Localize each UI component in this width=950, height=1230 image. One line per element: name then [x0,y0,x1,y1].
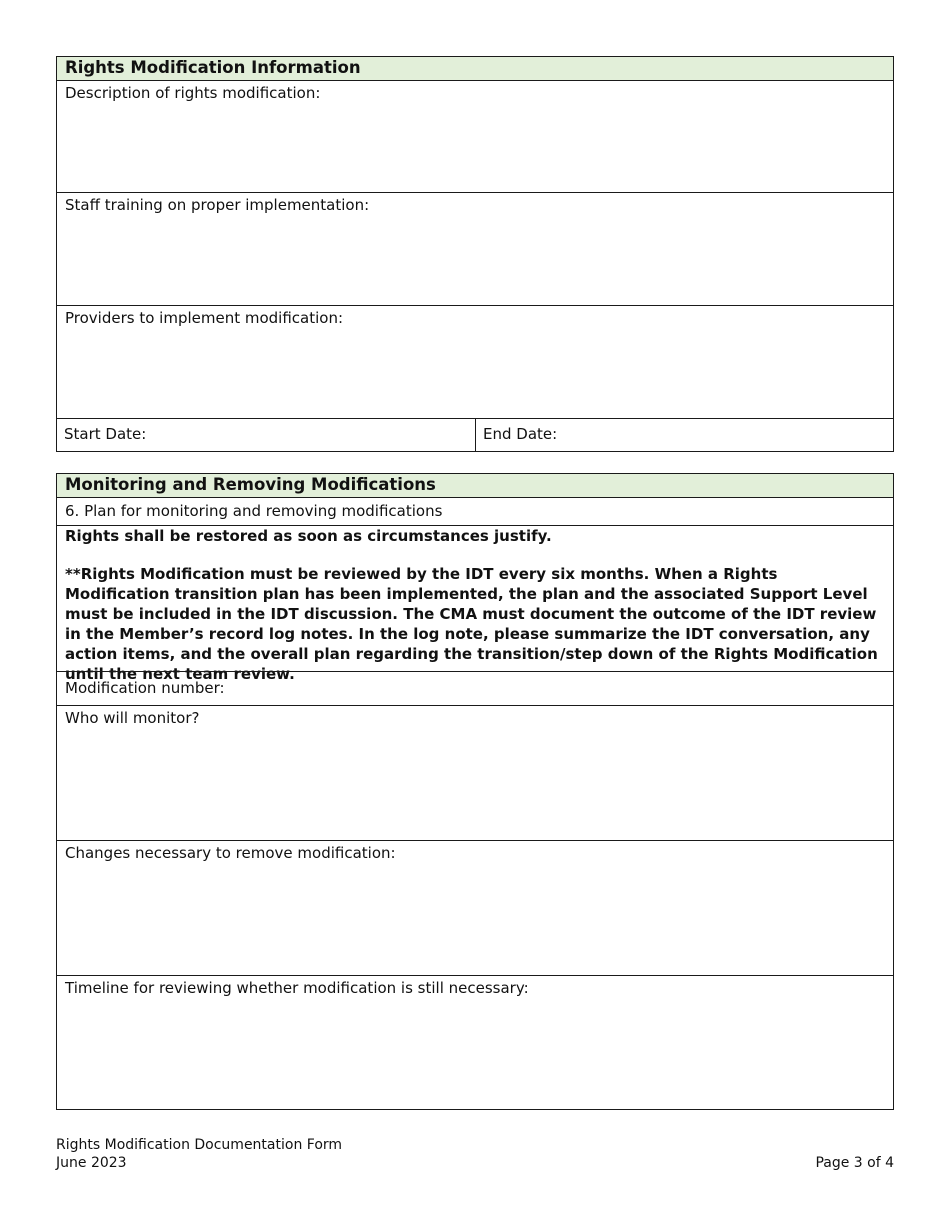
review-text: **Rights Modification must be reviewed by the IDT every six months. When a Rights Modification transition plan has been implemented, the plan and the associated Support Level must be included in the IDT discussion. The CMA must document the outcome of the IDT review in the Member’s record log notes. In the log note, please summarize the IDT conversation, any action items, and the overall plan regarding the transition/step down of the Rights Modification until the next team review. [65,565,878,683]
description-field[interactable] [57,80,893,192]
who-monitor-label: Who will monitor? [65,709,200,727]
monitoring-header: Monitoring and Removing Modifications [57,474,893,497]
review-notice [57,525,893,683]
timeline-field[interactable] [57,975,893,1109]
end-date-label: End Date: [483,425,558,443]
page-footer [56,1136,894,1172]
changes-label: Changes necessary to remove modification: [65,844,396,862]
modification-number-field[interactable] [57,671,893,705]
staff-training-label: Staff training on proper implementation: [65,196,370,214]
footer-form-name: Rights Modification Documentation Form [56,1137,343,1153]
rights-modification-information-table [56,56,894,452]
footer-date: June 2023 [56,1155,127,1171]
description-label: Description of rights modification: [65,84,321,102]
monitoring-removing-modifications-table [56,473,894,1110]
changes-field[interactable] [57,840,893,975]
start-date-label: Start Date: [64,425,147,443]
modification-number-label: Modification number: [65,679,225,697]
providers-label: Providers to implement modification: [65,309,344,327]
footer-page-number: Page 3 of 4 [815,1155,894,1171]
timeline-label: Timeline for reviewing whether modification is still necessary: [65,979,529,997]
end-date-field[interactable] [476,419,893,451]
plan-label: 6. Plan for monitoring and removing modifications [57,497,893,525]
start-date-field[interactable] [57,419,476,451]
providers-field[interactable] [57,305,893,418]
date-row [57,418,893,451]
who-monitor-field[interactable] [57,705,893,840]
staff-training-field[interactable] [57,192,893,305]
restore-text: Rights shall be restored as soon as circumstances justify. [65,527,552,545]
rights-info-header: Rights Modification Information [57,57,893,80]
